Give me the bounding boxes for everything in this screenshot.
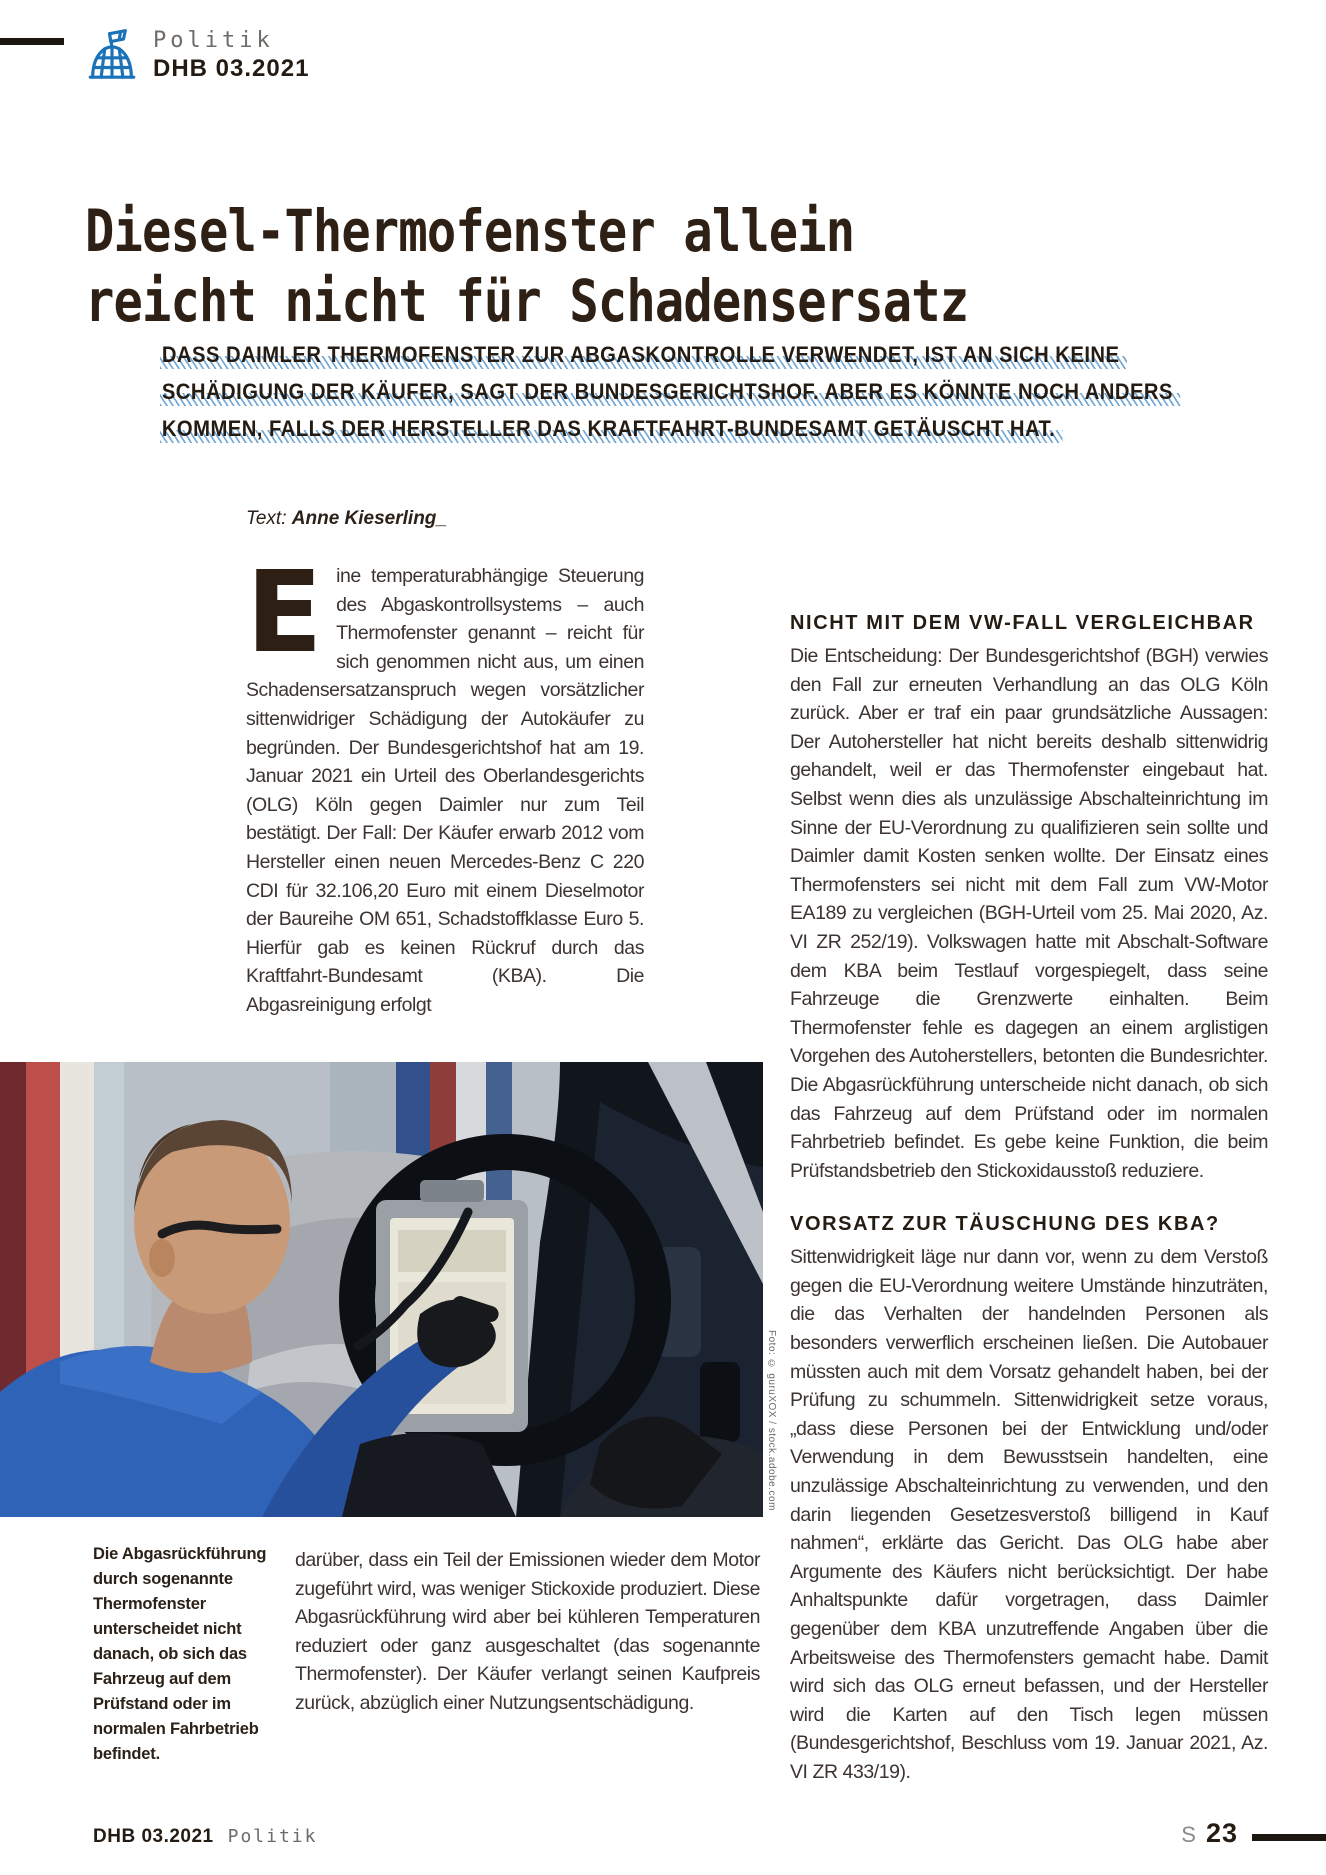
section-kicker: Politik (153, 28, 274, 53)
page-header (85, 24, 309, 84)
article-column-1 (246, 548, 644, 1020)
footer-page-number (1181, 1818, 1238, 1849)
article-column-1-continued (295, 1546, 760, 1718)
photo-credit: Foto: © guruXOX / stock.adobe.com (766, 1330, 777, 1511)
photo-caption: Die Abgasrückführung durch sogenannte Thermofenster unterscheidet nicht danach, ob sich das Fahrzeug auf dem Prüfstand oder im normalen Fahrbetrieb befindet. (93, 1545, 267, 1763)
byline-suffix: _ (436, 508, 447, 529)
paragraph: darüber, dass ein Teil der Emissionen wieder dem Motor zugeführt wird, was weniger Stickoxide produziert. Diese Abgasrückführung wird aber bei kühleren Temperaturen reduziert oder ganz ausgeschaltet (das sogenannte Thermofenster). Der Käufer verlangt seinen Kaufpreis zurück, abzüglich einer Nutzungsentschädigung. (295, 1549, 760, 1714)
byline-label: Text: (246, 508, 292, 529)
paragraph-text: ine temperaturabhängige Steuerung des Abgaskontrollsystems – auch Thermofenster genannt – reicht für sich genommen nicht aus, um einen Schadensersatzanspruch wegen vorsätzlicher sittenwidriger Schädigung der Autokäufer zu begründen. Der Bundesgerichtshof hat am 19. Januar 2021 ein Urteil des Oberlandesgerichts (OLG) Köln gegen Daimler nur zum Teil bestätigt. Der Fall: Der Käufer erwarb 2012 vom Hersteller einen neuen Mercedes-Benz C 220 CDI für 32.106,20 Euro mit einem Dieselmotor der Baureihe OM 651, Schadstoffklasse Euro 5. Hierfür gab es keinen Rückruf durch das Kraftfahrt-Bundesamt (KBA). Die Abgasreinigung erfolgt (246, 565, 644, 1016)
article-title-line1: Diesel-Thermofenster allein (85, 197, 855, 265)
article-lead (160, 336, 1180, 447)
footer-page-value: 23 (1205, 1818, 1238, 1848)
drop-cap: E (246, 548, 323, 678)
footer-section: Politik (227, 1826, 318, 1847)
lead-line: DASS DAIMLER THERMOFENSTER ZUR ABGASKONTROLLE VERWENDET, IST AN SICH KEINE (160, 336, 1180, 373)
subheading-vorsatz: VORSATZ ZUR TÄUSCHUNG DES KBA? (790, 1213, 1220, 1236)
bottom-right-rule (1252, 1834, 1326, 1841)
top-left-rule (0, 38, 64, 45)
byline (246, 508, 447, 530)
article-column-2 (790, 610, 1268, 1787)
article-title-line2: reicht nicht für Schadensersatz (85, 267, 969, 335)
issue-label: DHB 03.2021 (153, 55, 310, 82)
lead-line: SCHÄDIGUNG DER KÄUFER, SAGT DER BUNDESGERICHTSHOF. ABER ES KÖNNTE NOCH ANDERS (160, 373, 1180, 410)
header-text (153, 24, 309, 84)
photo-illustration (0, 1062, 763, 1517)
paragraph: Sittenwidrigkeit läge nur dann vor, wenn zu dem Verstoß gegen die EU-Verordnung weitere Umstände hinzuträten, die das Verhalten der handelnden Personen als besonders verwerflich erscheinen ließen. Die Autobauer müssten auch mit dem Vorsatz gehandelt haben, bei der Prüfung zu schummeln. Sittenwidrigkeit setze voraus, „dass diese Personen bei der Entwicklung und/oder Verwendung in dem Bewusstsein handelten, eine unzulässige Abschalteinrichtung zu verwenden, und den darin liegenden Gesetzesverstoß billigend in Kauf nahmen“, erklärte das Gericht. Das OLG habe aber Argumente des Käufers nicht berücksichtigt. Der habe Anhaltspunkte dafür vorgetragen, dass Daimler gegenüber dem KBA unzutreffende Angaben über die Arbeitsweise des Thermofensters gemacht habe. Damit wird sich das OLG erneut befassen, und der Hersteller wird die Karten auf den Tisch legen müssen (Bundesgerichtshof, Beschluss vom 19. Januar 2021, Az. VI ZR 433/19). (790, 1246, 1268, 1783)
byline-author: Anne Kieserling (291, 508, 437, 529)
footer-issue: DHB 03.2021 (93, 1826, 214, 1847)
subheading-vw-fall: NICHT MIT DEM VW-FALL VERGLEICHBAR (790, 612, 1255, 634)
reichstag-dome-icon (85, 24, 139, 82)
article-photo (0, 1062, 763, 1517)
paragraph: Die Entscheidung: Der Bundesgerichtshof (BGH) verwies den Fall zur erneuten Verhandlung an das OLG Köln zurück. Aber er traf ein paar grundsätzliche Aussagen: Der Autohersteller hat nicht bereits deshalb sittenwidrig gehandelt, weil er das Thermofenster eingebaut hat. Selbst wenn dies als unzulässige Abschalteinrichtung im Sinne der EU-Verordnung zu qualifizieren sein sollte und Daimler damit Kosten senken wollte. Der Einsatz eines Thermofensters sei nicht mit dem Fall zum VW-Motor EA189 zu vergleichen (BGH-Urteil vom 25. Mai 2020, Az. VI ZR 252/19). Volkswagen hatte mit Abschalt-Software dem KBA beim Testlauf vorgespiegelt, dass seine Fahrzeuge die Grenzwerte einhalten. Beim Thermofenster fehle es dagegen an einem arglistigen Vorgehen des Autoherstellers, betonten die Bundesrichter. Die Abgasrückführung unterscheide nicht danach, ob sich das Fahrzeug auf dem Prüfstand oder im normalen Fahrbetrieb befindet. Es gebe keine Funktion, die beim Prüfstandsbetrieb den Stickoxidausstoß reduziere. (790, 645, 1268, 1182)
lead-line: KOMMEN, FALLS DER HERSTELLER DAS KRAFTFAHRT-BUNDESAMT GETÄUSCHT HAT. (160, 410, 1180, 447)
footer-left (93, 1826, 317, 1848)
article-title (85, 196, 968, 336)
footer-page-prefix: S (1181, 1822, 1196, 1847)
paragraph (246, 548, 644, 1020)
